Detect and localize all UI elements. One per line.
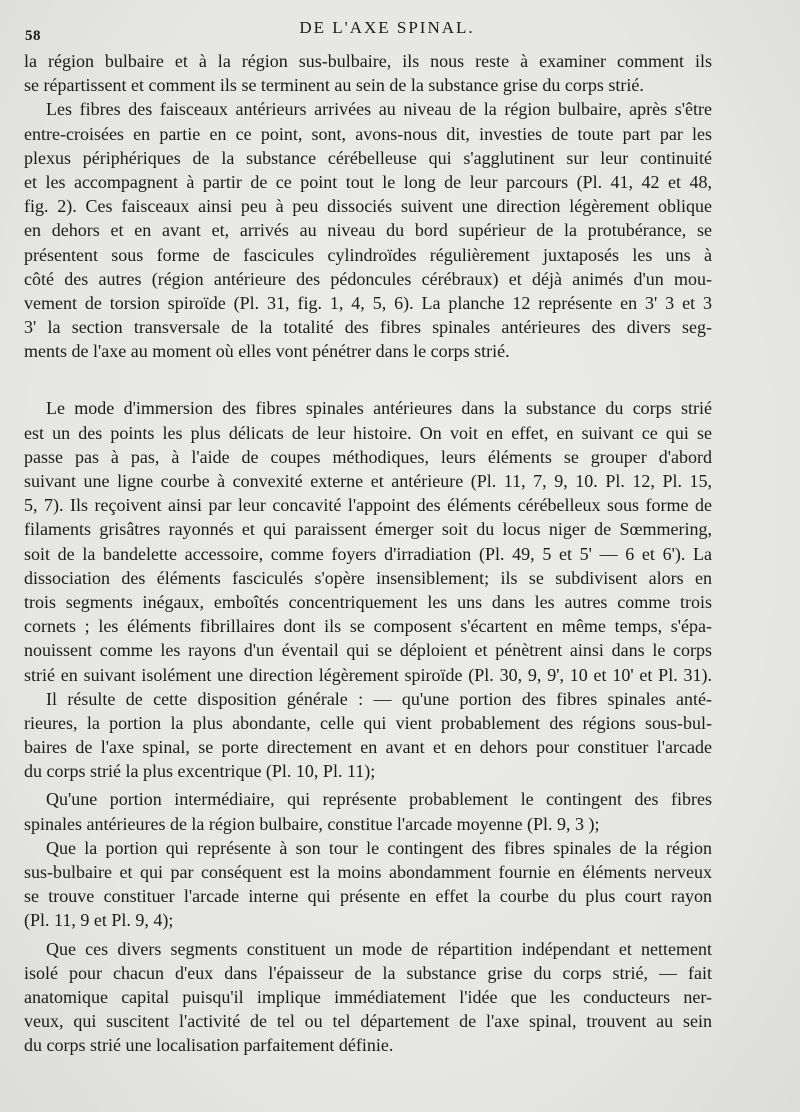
text-line: strié en suivant isolément une direction légèrement spiroïde (Pl. 30, 9, 9', 10 et 10' et Pl. 31). <box>24 664 712 685</box>
text-line: vement de torsion spiroïde (Pl. 31, fig. 1, 4, 5, 6). La planche 12 représente en 3' 3 et 3 <box>24 292 712 313</box>
text-line: et les accompagnent à partir de ce point tout le long de leur parcours (Pl. 41, 42 et 48, <box>24 171 712 192</box>
text-line: soit de la bandelette accessoire, comme foyers d'irradiation (Pl. 49, 5 et 5' — 6 et 6'). La <box>24 543 712 564</box>
text-line: présentent sous forme de fascicules cylindroïdes régulièrement juxtaposés les uns à <box>24 244 712 265</box>
running-head: DE L'AXE SPINAL. <box>299 18 475 37</box>
text-line: veux, qui suscitent l'activité de tel ou tel département de l'axe spinal, trouvent au sein <box>24 1011 712 1032</box>
paragraph <box>24 396 712 686</box>
text-line: (Pl. 11, 9 et Pl. 9, 4); <box>24 910 174 931</box>
text-line: Que ces divers segments constituent un mode de répartition indépendant et nettement <box>46 938 712 959</box>
paragraph <box>24 937 712 1058</box>
text-line: Il résulte de cette disposition générale : — qu'une portion des fibres spinales anté- <box>46 688 712 709</box>
text-line: spinales antérieures de la région bulbaire, constitue l'arcade moyenne (Pl. 9, 3 ); <box>24 813 600 834</box>
paragraph <box>24 787 712 835</box>
paragraph <box>24 49 712 97</box>
text-line: en dehors et en avant et, arrivés au niveau du bord supérieur de la protubérance, se <box>24 220 712 241</box>
text-line: trois segments inégaux, emboîtés concentriquement les uns dans les autres comme trois <box>24 591 712 612</box>
text-line: nouissent comme les rayons d'un éventail qui se déploient et pénètrent ainsi dans le corps <box>24 640 712 661</box>
text-line: Qu'une portion intermédiaire, qui représente probablement le contingent des fibres <box>46 789 712 810</box>
text-line: rieures, la portion la plus abondante, celle qui vient probablement des régions sous-bul- <box>24 712 712 733</box>
text-line: filaments grisâtres rayonnés et qui paraissent émerger soit du locus niger de Sœmmering, <box>24 519 712 540</box>
text-line: 3' la section transversale de la totalité des fibres spinales antérieures des divers seg- <box>24 317 712 338</box>
text-line: se trouve constituer l'arcade interne qui présente en effet la courbe du plus court rayon <box>24 886 712 907</box>
text-line: plexus périphériques de la substance cérébelleuse qui s'agglutinent sur leur continuité <box>24 147 712 168</box>
paragraph-gap <box>24 363 712 396</box>
paragraph <box>24 836 712 933</box>
text-line: se répartissent et comment ils se terminent au sein de la substance grise du corps strié. <box>24 75 644 96</box>
text-line: suivant une ligne courbe à convexité externe et antérieure (Pl. 11, 7, 9, 10. Pl. 12, Pl. 15, <box>24 471 712 491</box>
text-line: est un des points les plus délicats de leur histoire. On voit en effet, en suivant ce qui se <box>24 422 712 443</box>
page-number: 58 <box>25 28 41 44</box>
text-line: sus-bulbaire et qui par conséquent est la moins abondamment fournie en éléments nerveux <box>24 862 712 882</box>
text-line: du corps strié la plus excentrique (Pl. 10, Pl. 11); <box>24 761 376 782</box>
text-line: fig. 2). Ces faisceaux ainsi peu à peu dissociés suivent une direction légèrement oblique <box>24 196 712 217</box>
text-line: anatomique capital puisqu'il implique immédiatement l'idée que les conducteurs ner- <box>24 986 712 1007</box>
text-line: Que la portion qui représente à son tour le contingent des fibres spinales de la région <box>46 837 712 858</box>
text-line: passe pas à pas, à l'aide de coupes méthodiques, leurs éléments se grouper d'abord <box>24 446 712 467</box>
paragraph <box>24 687 712 784</box>
text-line: Le mode d'immersion des fibres spinales antérieures dans la substance du corps strié <box>46 398 712 419</box>
text-line: dissociation des éléments fasciculés s'opère insensiblement; ils se subdivisent alors en <box>24 567 712 588</box>
paragraph <box>24 97 712 363</box>
page-header <box>22 16 752 46</box>
text-line: Les fibres des faisceaux antérieurs arrivées au niveau de la région bulbaire, après s'être <box>46 99 712 120</box>
body-text <box>24 49 712 1058</box>
text-line: 5, 7). Ils reçoivent ainsi par leur concavité l'appoint des éléments cérébelleux sous forme de <box>24 495 712 516</box>
text-line: ments de l'axe au moment où elles vont pénétrer dans le corps strié. <box>24 341 510 362</box>
text-line: côté des autres (région antérieure des pédoncules cérébraux) et déjà animés d'un mou- <box>24 268 712 289</box>
text-line: cornets ; les éléments fibrillaires dont ils se composent s'écartent en même temps, s'épa- <box>24 616 712 637</box>
text-line: baires de l'axe spinal, se porte directement en avant et en dehors pour constituer l'arcade <box>24 737 712 758</box>
text-line: du corps strié une localisation parfaitement définie. <box>24 1035 394 1056</box>
text-line: isolé pour chacun d'eux dans l'épaisseur de la substance grise du corps strié, — fait <box>24 962 712 983</box>
text-line: entre-croisées en partie en ce point, sont, avons-nous dit, investies de toute part par les <box>24 123 712 144</box>
text-line: la région bulbaire et à la région sus-bulbaire, ils nous reste à examiner comment ils <box>24 51 712 71</box>
